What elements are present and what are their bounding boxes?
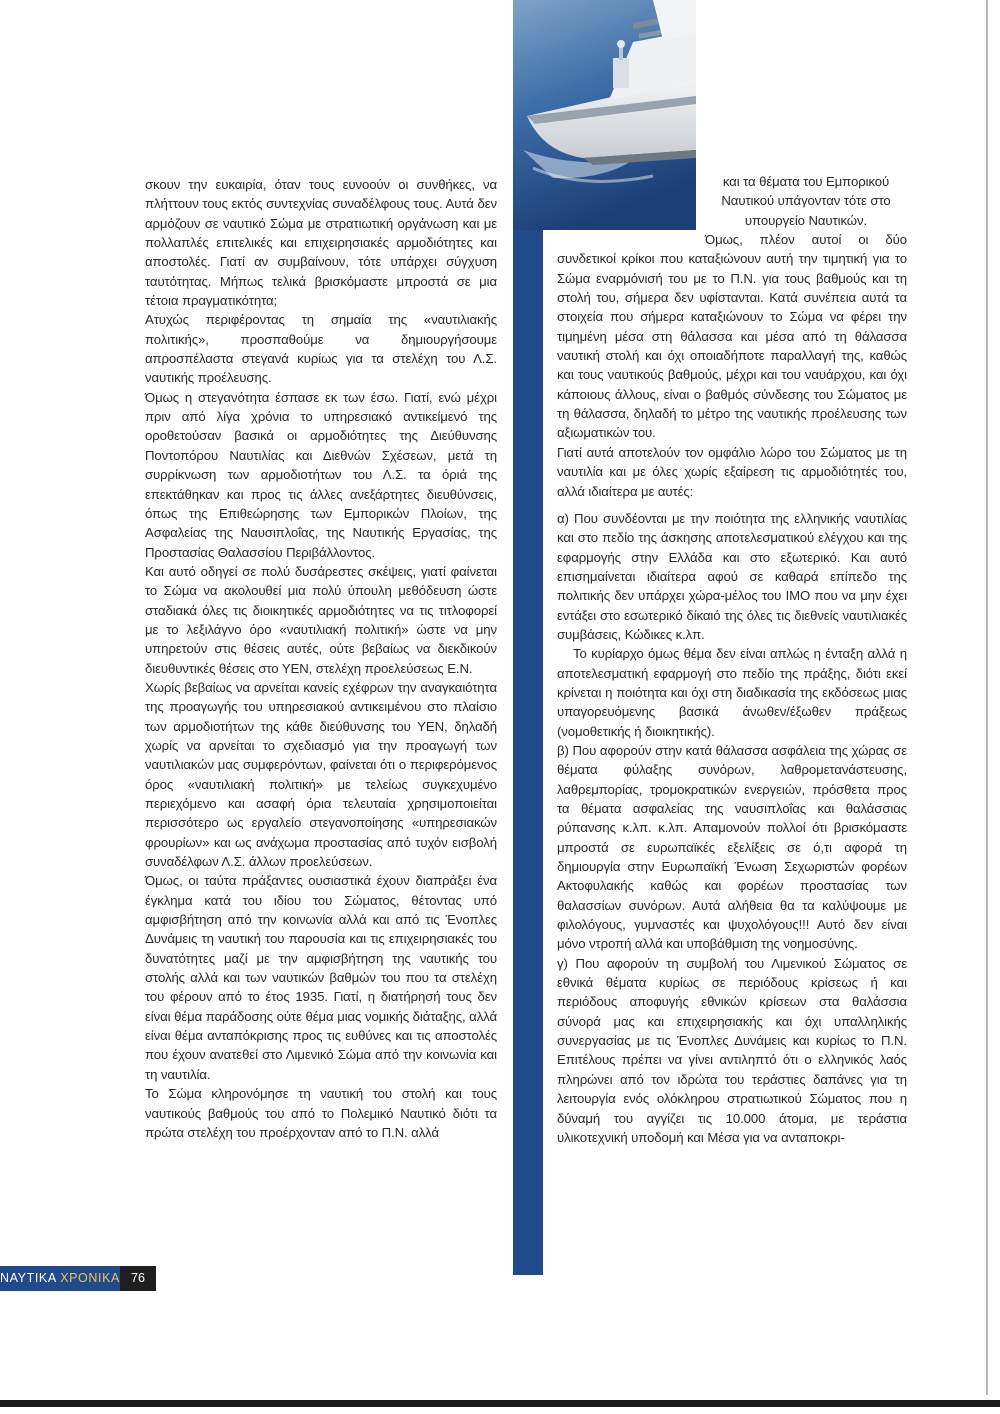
left-paragraph: Όμως η στεγανότητα έσπασε εκ των έσω. Γιατί, ενώ μέχρι πριν από λίγα χρόνια το υπηρεσιακό αντικείμενό της οροθετούσαν βασικά οι αρμοδιότητες της Διεύθυνσης Ποντοπόρου Ναυτιλίας και Διεθνών Σχέσεων, μετά τη συρρίκνωση των αρμοδιοτήτων του Λ.Σ. τα όριά της επεκτάθηκαν και προς τις άλλες ανεξάρτητες διευθύνσεις, όπως της Επιθεώρησης των Εμπορικών Πλοίων, της Ασφαλείας της Ναυσιπλοΐας, της Ναυτικής Εργασίας, της Προστασίας Θαλασσίου Περιβάλλοντος. [145, 389, 497, 560]
left-paragraph: Και αυτό οδηγεί σε πολύ δυσάρεστες σκέψεις, γιατί φαίνεται το Σώμα να ακολουθεί μια πολύ ύπουλη μεθόδευση ώστε σταδιακά όλες τις διοικητικές αρμοδιότητες να τις τιτλοφορεί με το λεξιλάγνο όρο «ναυτιλιακή πολιτική» ώστε να μην υπηρετούν στις θέσεις αυτές, ούτε βεβαίως να διεκδικούν διευθυντικές θέσεις στο ΥΕΝ, στελέχη προελεύσεως Ε.Ν. [145, 563, 497, 676]
right-top-line: και τα θέματα του Εμπορικού [722, 174, 890, 189]
left-text-column [145, 175, 497, 1142]
list-item-a-continued: Το κυρίαρχο όμως θέμα δεν είναι απλώς η ένταξη αλλά η αποτελεσματική εφαρμογή στο πεδίο της πράξης, διότι εκεί κρίνεται η ποιότητα και όχι στη διαδικασία της εκδόσεως μιας υπαγορευόμενης βασικά άνωθεν/έξωθεν πράξεως (νομοθετικής ή διοικητικής). [557, 646, 907, 739]
list-item-c: γ) Που αφορούν τη συμβολή του Λιμενικού Σώματος σε εθνικά θέματα κυρίως σε περιόδους κρίσεως ή και περιόδους αποφυγής εθνικών κρίσεων στα θαλάσσια σύνορά μας και επιχειρησιακής και όχι υπαλληλικής συνεργασίας με τις Ένοπλες Δυνάμεις και κυρίως το Π.Ν. Επιτέλους πρέπει να γίνει αντιληπτό ότι ο ελληνικός λαός πληρώνει από τον ιδρώτα του τεράστιες δαπάνες για τη λειτουργία ενός ολόκληρου στρατιωτικού Σώματος που η δύναμή του αγγίζει τις 10.000 άτομα, με τεράστια υλικοτεχνική υποδομή και Μέσα για να ανταποκρι- [557, 955, 907, 1145]
right-paragraph: Όμως, πλέον αυτοί οι δύο συνδετικοί κρίκοι που καταξιώνουν αυτή την τιμητική για το Σώμα εναρμόνισή του με το Π.Ν. για τους βαθμούς και τη στολή του, σήμερα δεν υφίστανται. Κατά συνέπεια αυτά τα στοιχεία που σήμερα καταξιώνουν το Σώμα να φέρει την τιμημένη μέσα στη θάλασσα και μέσα από τη θάλασσα ναυτική στολή και όχι οποιαδήποτε παραλλαγή της, καθώς και τους ναυτικούς βαθμούς, μέχρι και του ναυάρχου, και όχι κάποιους άλλους, είναι ο βαθμός σύνδεσης του Σώματος με τη θάλασσα, δηλαδή το μέτρο της ναυτικής προέλευσης των αξιωματικών του. [557, 232, 907, 441]
page-edge-line [986, 0, 988, 1395]
list-item-a: α) Που συνδέονται με την ποιότητα της ελληνικής ναυτιλίας και στο πεδίο της άσκησης αποτελεσματικού ελέγχου και της εφαρμογής στην Ελλάδα και στο εξωτερικό. Και αυτό επισημαίνεται ιδιαίτερα αφού σε καθαρά επίπεδο της πολιτικής δεν υπάρχει χώρα-μέλος του ΙΜΟ που να μην έχει εντάξει στο εσωτερικό δίκαιό της όλες τις διεθνείς ναυτιλιακές συμβάσεις, Κώδικες κ.λπ. [557, 510, 907, 642]
left-paragraph: Το Σώμα κληρονόμησε τη ναυτική του στολή και τους ναυτικούς βαθμούς του από το Πολεμικό Ναυτικό διότι τα πρώτα στελέχη του προέρχονταν από το Π.Ν. αλλά [145, 1086, 497, 1140]
list-item-b: β) Που αφορούν στην κατά θάλασσα ασφάλεια της χώρας σε θέματα φύλαξης συνόρων, λαθρομετανάστευσης, λαθρεμπορίας, τρομοκρατικών ενεργειών, πρόσθετα προς τα θέματα ασφαλείας της ναυσιπλοΐας και θαλάσσιας ρύπανσης κ.λπ. κ.λπ. Απαμονούν πολλοί ότι βρισκόμαστε μπροστά σε ευρωπαϊκές εξελίξεις σε ό,τι αφορά τη δημιουργία στην Ευρωπαϊκή Ένωση Σεχωριστών φορέων Ακτοφυλακής καθώς και φορέων προστασίας των θαλασσίων συνόρων. Αυτά αλήθεια θα τα καλύψουμε με φιλολόγους, γυμναστές και ψυχολόγους!!! Αυτό δεν είναι μόνο ντροπή αλλά και υποβάθμιση της νοημοσύνης. [557, 742, 907, 952]
right-top-lines [557, 172, 907, 230]
left-paragraph: Χωρίς βεβαίως να αρνείται κανείς εχέφρων την αναγκαιότητα της προαγωγής του υπηρεσιακού αντικειμένου στο πλαίσιο των αρμοδιοτήτων της κάθε διεύθυνσης του ΥΕΝ, δηλαδή χωρίς να αρνείται το σχεδιασμό για την προαγωγή των ναυτιλιακών μας συμφερόντων, φαίνεται ότι ο περιφερόμενος όρος «ναυτιλιακή πολιτική» με τελείως συγκεχυμένο περιεχόμενο και ασαφή όρια τελευταία χρησιμοποιείται περισσότερο ως εργαλείο στεγανοποίησης «υπηρεσιακών φρουρίων» και ως ανάχωμα προστασίας από τυχόν εισβολή συναδέλφων Λ.Σ. άλλων προελεύσεων. [145, 679, 497, 870]
right-top-line: Ναυτικού υπάγονταν τότε στο [721, 193, 891, 209]
magazine-title-word2: ΧΡΟΝΙΚΑ [60, 1271, 120, 1285]
right-paragraph: Γιατί αυτά αποτελούν τον ομφάλιο λώρο του Σώματος με τη ναυτιλία και με όλες χωρίς εξαίρεση τις αρμοδιότητές του, αλλά ιδιαίτερα με αυτές: [557, 444, 907, 499]
bottom-rule [0, 1400, 1000, 1407]
left-paragraph: σκουν την ευκαιρία, όταν τους ευνοούν οι συνθήκες, να πλήττουν τους εκτός συντεχνίας συναδέλφους τους. Αυτά δεν αρμόζουν σε ναυτικό Σώμα με στρατιωτική οργάνωση και με πολλαπλές επιτελικές και επιχειρησιακές αρμοδιότητες και αποστολές. Γιατί αν συμβαίνουν, τότε υπάρχει σύγχυση ταυτότητας. Μήπως τελικά βρισκόμαστε μπροστά σε μια τέτοια πραγματικότητα; [145, 177, 497, 309]
right-text-column [557, 172, 907, 1147]
page-number: 76 [120, 1266, 156, 1291]
column-divider-stripe [513, 195, 543, 1275]
left-paragraph: Ατυχώς περιφέροντας τη σημαία της «ναυτιλιακής πολιτικής», προσπαθούμε να δημιουργήσουμε απροσπέλαστα στεγανά κυρίως για τα στελέχη του Λ.Σ. ναυτικής προέλευσης. [145, 312, 497, 386]
right-top-line: υπουργείο Ναυτικών. [744, 212, 868, 228]
left-paragraph: Όμως, οι ταύτα πράξαντες ουσιαστικά έχουν διαπράξει ένα έγκλημα κατά του ιδίου του Σώματος, θέτοντας υπό αμφισβήτηση από την κοινωνία αλλά και από τις Ένοπλες Δυνάμεις τη ναυτική του παρουσία και τις επιχειρησιακές του δυνατότητες μαζί με την αμφισβήτηση της ναυτικής του στολής αλλά και των ναυτικών βαθμών του που τα στελέχη του φέρουν από το έτος 1935. Γιατί, η διατήρησή τους δεν είναι θέμα παράδοσης ούτε θέμα μιας νομικής διάταξης, αλλά είναι θέμα ανταπόκρισης προς τις ευθύνες και τις αποστολές που έχουν ανατεθεί στο Λιμενικό Σώμα από την κοινωνία και τη ναυτιλία. [145, 873, 497, 1082]
magazine-title-word1: ΝΑΥΤΙΚΑ [0, 1271, 57, 1285]
magazine-title-label [0, 1266, 120, 1291]
